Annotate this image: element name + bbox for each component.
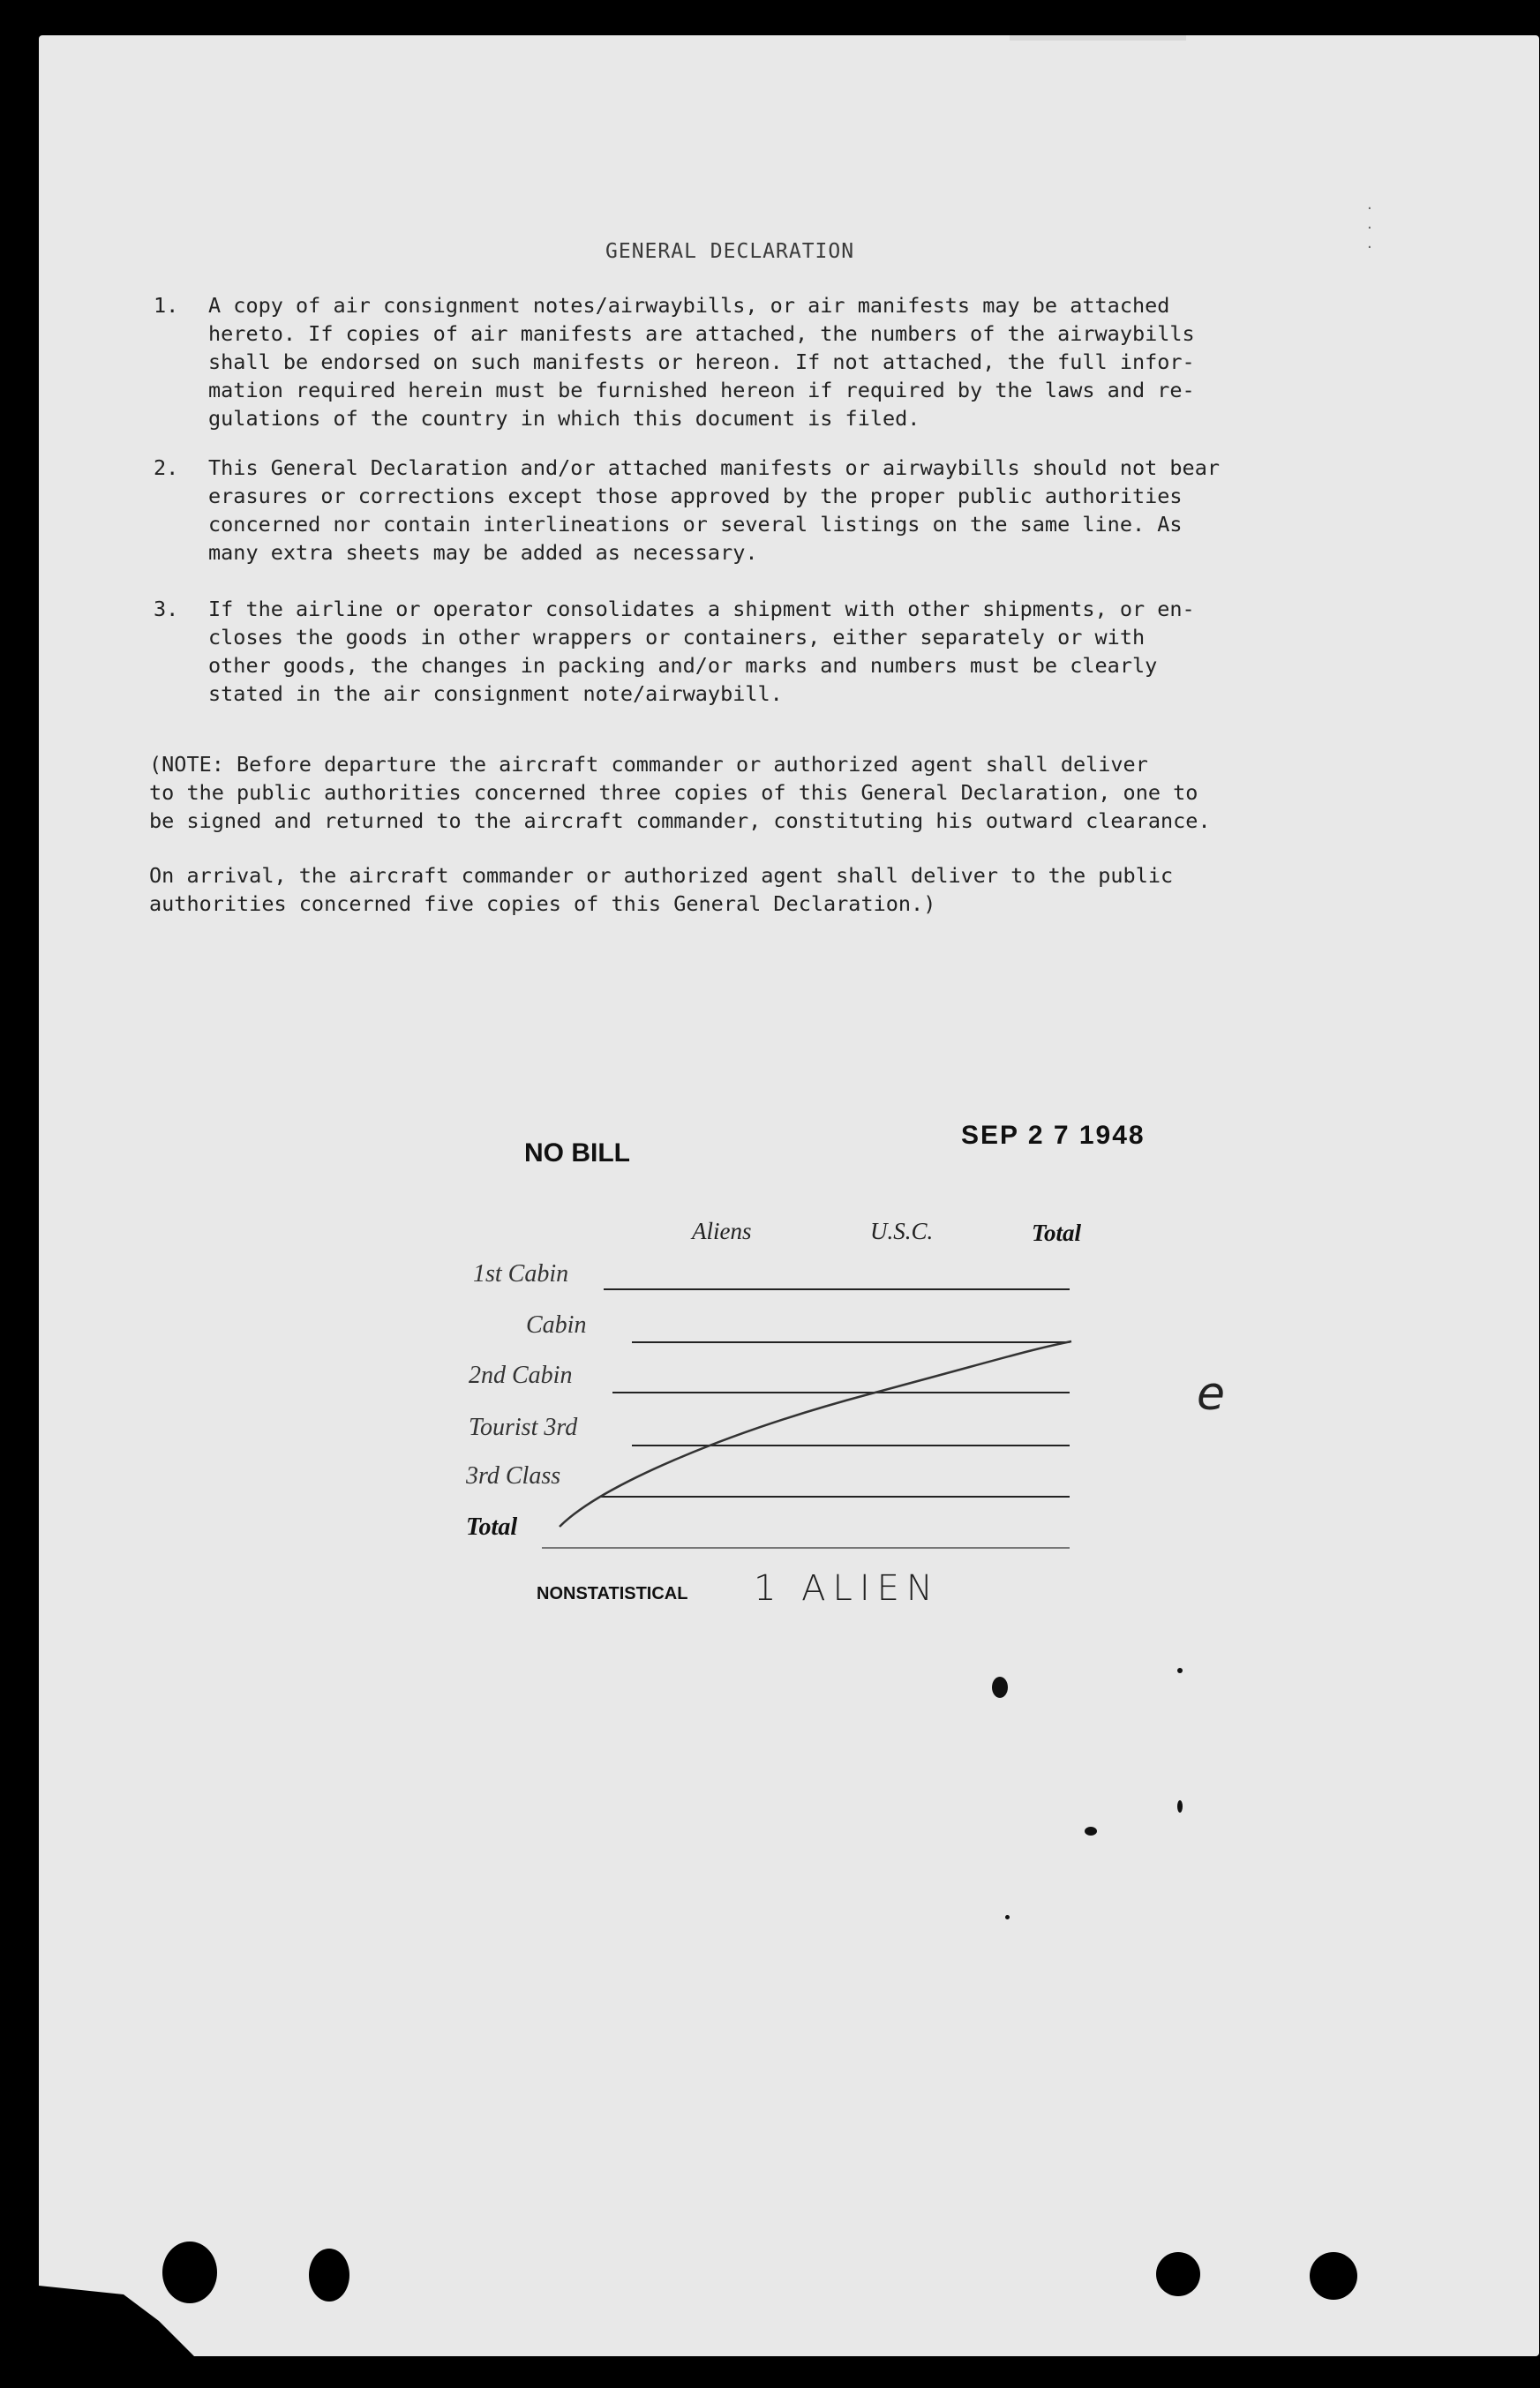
paragraph-line: If the airline or operator consolidates a shipment with other shipments, or en- xyxy=(208,597,1195,621)
paragraph-number: 2. xyxy=(154,455,179,480)
note-line: On arrival, the aircraft commander or authorized agent shall deliver to the public xyxy=(149,863,1174,888)
ink-speck xyxy=(1177,1800,1183,1813)
paragraph-line: gulations of the country in which this document is filed. xyxy=(208,406,920,431)
column-header-aliens: Aliens xyxy=(692,1218,752,1244)
row-label-2nd-cabin: 2nd Cabin xyxy=(469,1362,573,1389)
row-rule xyxy=(604,1288,1070,1290)
torn-bottom-edge xyxy=(0,2259,1540,2388)
row-rule xyxy=(542,1547,1070,1549)
paragraph-line: mation required herein must be furnished hereon if required by the laws and re- xyxy=(208,378,1195,402)
ink-speck xyxy=(1005,1915,1010,1919)
ink-speck xyxy=(1085,1827,1097,1836)
row-label-1st-cabin: 1st Cabin xyxy=(473,1260,569,1288)
document-title: GENERAL DECLARATION xyxy=(605,240,855,263)
document-page xyxy=(39,35,1539,2356)
no-bill-stamp: NO BILL xyxy=(524,1138,630,1168)
paragraph-line: concerned nor contain interlineations or several listings on the same line. As xyxy=(208,512,1183,537)
paragraph-1 xyxy=(154,291,1389,432)
paragraph-number: 3. xyxy=(154,597,179,621)
margin-marks: · · · xyxy=(1367,199,1372,257)
paragraph-line: many extra sheets may be added as necessary. xyxy=(208,540,758,565)
handwritten-alien-count: 1 ALIEN xyxy=(754,1568,940,1609)
paragraph-line: This General Declaration and/or attached manifests or airwaybills should not bear xyxy=(208,455,1221,480)
paragraph-line: other goods, the changes in packing and/or marks and numbers must be clearly xyxy=(208,653,1158,678)
ink-speck xyxy=(992,1677,1008,1698)
nonstatistical-stamp: NONSTATISTICAL xyxy=(537,1584,688,1603)
note-line: (NOTE: Before departure the aircraft commander or authorized agent shall deliver xyxy=(149,752,1148,777)
paragraph-line: hereto. If copies of air manifests are attached, the numbers of the airwaybills xyxy=(208,321,1195,346)
paragraph-number: 1. xyxy=(154,293,179,318)
row-label-3rd-class: 3rd Class xyxy=(466,1462,561,1490)
column-header-total: Total xyxy=(1032,1220,1082,1246)
ink-speck xyxy=(1177,1668,1183,1673)
handwritten-initial: e xyxy=(1197,1368,1225,1421)
note-block xyxy=(149,750,1385,918)
row-label-cabin: Cabin xyxy=(526,1311,587,1339)
paragraph-line: erasures or corrections except those approved by the proper public authorities xyxy=(208,484,1183,508)
paragraph-line: A copy of air consignment notes/airwaybills, or air manifests may be attached xyxy=(208,293,1170,318)
date-stamp: SEP 2 7 1948 xyxy=(961,1121,1146,1150)
note-line: to the public authorities concerned three copies of this General Declaration, one to xyxy=(149,780,1198,805)
row-label-total: Total xyxy=(466,1513,518,1541)
note-line: authorities concerned five copies of this General Declaration.) xyxy=(149,891,936,916)
paragraph-3 xyxy=(154,595,1389,708)
paragraph-line: stated in the air consignment note/airwaybill. xyxy=(208,681,783,706)
note-spacer xyxy=(149,835,1385,861)
column-header-usc: U.S.C. xyxy=(870,1218,934,1244)
paragraph-2 xyxy=(154,454,1389,567)
note-line: be signed and returned to the aircraft commander, constituting his outward clearance. xyxy=(149,808,1211,833)
diagonal-pen-stroke xyxy=(533,1333,1098,1544)
paragraph-line: shall be endorsed on such manifests or hereon. If not attached, the full infor- xyxy=(208,349,1195,374)
paragraph-line: closes the goods in other wrappers or containers, either separately or with xyxy=(208,625,1146,650)
page-edge-shade xyxy=(1010,35,1186,41)
row-label-tourist-3rd: Tourist 3rd xyxy=(469,1414,578,1441)
